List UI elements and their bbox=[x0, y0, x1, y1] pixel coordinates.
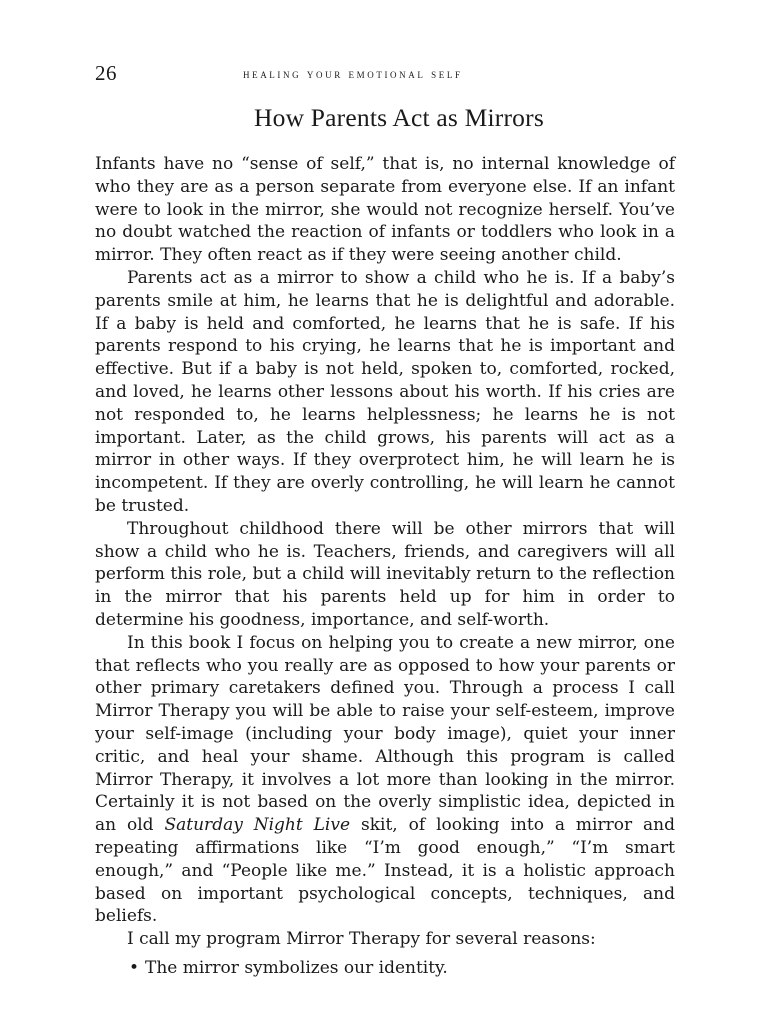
paragraph-5: I call my program Mirror Therapy for several reasons: bbox=[127, 929, 596, 950]
body-text bbox=[95, 153, 675, 980]
show-title-italic: Saturday Night Live bbox=[164, 815, 351, 836]
section-title: How Parents Act as Mirrors bbox=[254, 103, 544, 132]
paragraph-4-text-after: skit, of looking into a mirror and repeating affirmations like “I’m good enough,” “I’m smart enough,” and “People like me.” Instead, it is a holistic approach based on important psychological concepts, techniques, and beliefs. bbox=[95, 815, 675, 927]
page-number: 26 bbox=[95, 61, 117, 85]
running-title: healing your emotional self bbox=[243, 67, 463, 81]
running-head bbox=[95, 58, 675, 92]
paragraph-2: Parents act as a mirror to show a child who he is. If a baby’s parents smile at him, he learns that he is delightful and adorable. If a baby is held and comforted, he learns that he is safe. If his parents respond to his crying, he learns that he is important and effective. But if a baby is not held, spoken to, comforted, rocked, and loved, he learns other lessons about his worth. If his cries are not responded to, he learns helplessness; he learns he is not important. Later, as the child grows, his parents will act as a mirror in other ways. If they overprotect him, he will learn he is incompetent. If they are overly controlling, he will learn he cannot be trusted. bbox=[95, 267, 675, 516]
paragraph-4-text-before: In this book I focus on helping you to create a new mirror, one that reflects who you really are as opposed to how your parents or other primary caretakers defined you. Through a process I call Mirror Therapy you will be able to raise your self-esteem, improve your self-image (including your body image), quiet your inner critic, and heal your shame. Although this program is called Mirror Therapy, it involves a lot more than looking in the mirror. Certainly it is not based on the overly simplistic idea, depicted in an old bbox=[95, 632, 675, 836]
bullet-text: The mirror symbolizes our identity. bbox=[145, 957, 448, 978]
paragraph-3: Throughout childhood there will be other mirrors that will show a child who he is. Teachers, friends, and caregivers will all perform this role, but a child will inevitably return to the reflection in the mirror that his parents held up for him in order to determine his goodness, importance, and self-worth. bbox=[95, 518, 675, 630]
paragraph-1: Infants have no “sense of self,” that is, no internal knowledge of who they are as a person separate from everyone else. If an infant were to look in the mirror, she would not recognize herself. You’ve no doubt watched the reaction of infants or toddlers who look in a mirror. They often react as if they were seeing another child. bbox=[95, 154, 675, 266]
bullet-icon: • bbox=[129, 957, 140, 978]
paragraph-4 bbox=[95, 632, 675, 928]
bullet-list bbox=[95, 957, 675, 980]
book-page bbox=[95, 58, 675, 980]
list-item bbox=[95, 957, 675, 980]
